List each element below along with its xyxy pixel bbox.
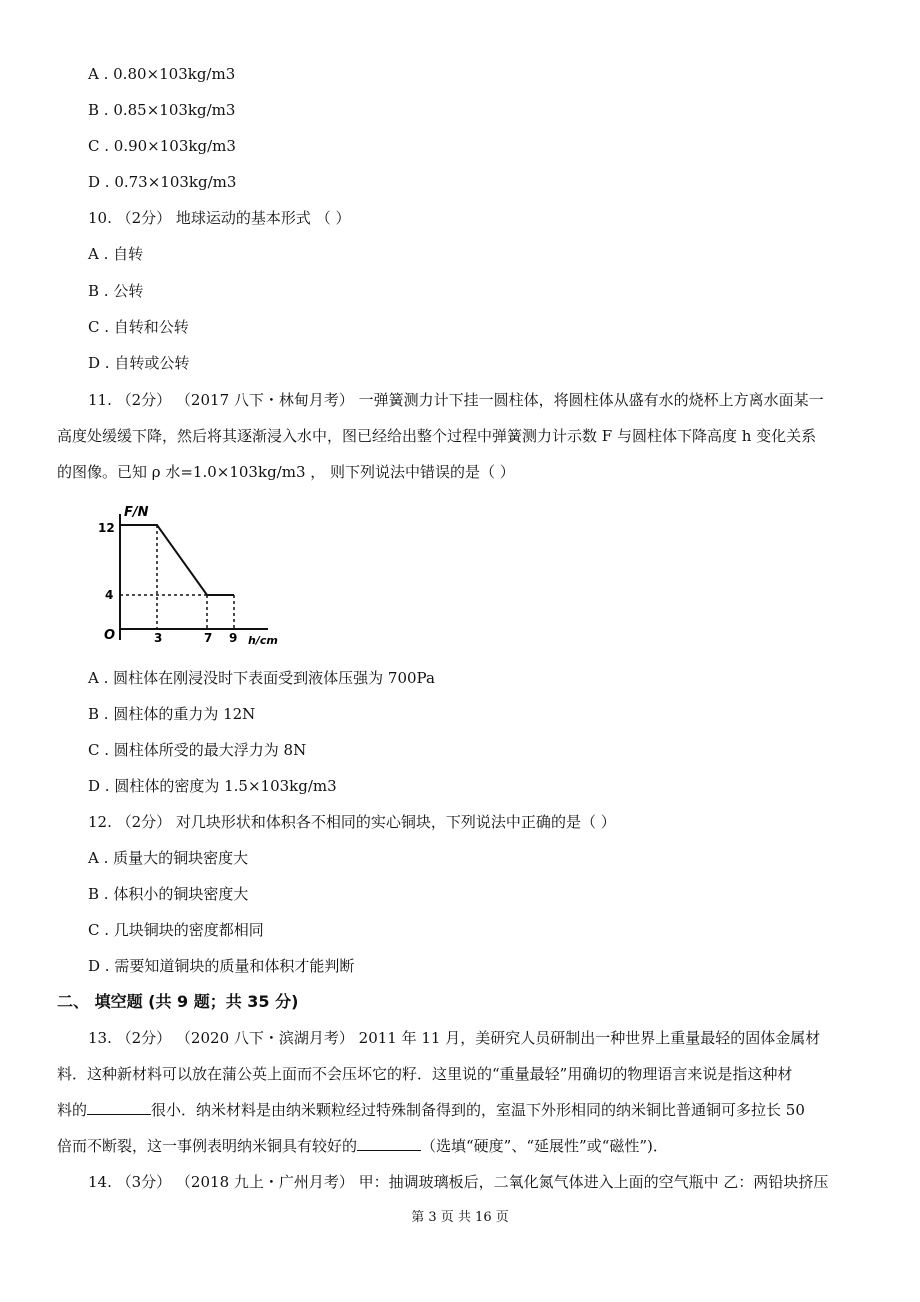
q9-option-d: D . 0.73×103kg/m3 xyxy=(88,173,237,191)
q12-option-a: A . 质量大的铜块密度大 xyxy=(88,849,249,867)
y-tick-4: 4 xyxy=(105,588,114,602)
q11-option-a: A . 圆柱体在刚浸没时下表面受到液体压强为 700Pa xyxy=(88,669,435,687)
q11-option-b: B . 圆柱体的重力为 12N xyxy=(88,705,256,723)
q11-option-c: C . 圆柱体所受的最大浮力为 8N xyxy=(88,741,307,759)
q13-line-3-end: 很小．纳米材料是由纳米颗粒经过特殊制备得到的，室温下外形相同的纳米铜比普通铜可多拉长 50 xyxy=(151,1101,805,1119)
q13-line-1: 13. （2分） （2020 八下・滨湖月考） 2011 年 11 月，美研究人员研制出一种世界上重量最轻的固体金属材 xyxy=(88,1029,821,1047)
q9-option-b: B . 0.85×103kg/m3 xyxy=(88,101,236,119)
x-tick-3: 3 xyxy=(154,631,163,645)
q12-option-b: B . 体积小的铜块密度大 xyxy=(88,885,249,903)
q12-option-c: C . 几块铜块的密度都相同 xyxy=(88,921,264,939)
q14-line-1: 14. （3分） （2018 九上・广州月考） 甲：抽调玻璃板后，二氧化氮气体进入上面的空气瓶中 乙：两铅块挤压 xyxy=(88,1173,829,1191)
y-axis-label: F/N xyxy=(124,505,149,520)
force-curve xyxy=(120,525,234,595)
q10-option-a: A . 自转 xyxy=(88,245,144,263)
answer-blank-1[interactable] xyxy=(87,1100,151,1115)
q12-option-d: D . 需要知道铜块的质量和体积才能判断 xyxy=(88,957,355,975)
q10-option-b: B . 公转 xyxy=(88,282,144,300)
section-heading-fill-in: 二、 填空题 (共 9 题；共 35 分) xyxy=(57,992,299,1011)
q13-line-3-start: 料的 xyxy=(57,1101,88,1119)
q11-line-3: 的图像。已知 ρ 水=1.0×103kg/m3 ， 则下列说法中错误的是（ ） xyxy=(57,463,515,481)
q13-line-4 xyxy=(57,1136,668,1156)
q12-stem: 12. （2分） 对几块形状和体积各不相同的实心铜块，下列说法中正确的是（ ） xyxy=(88,813,616,831)
q9-option-c: C . 0.90×103kg/m3 xyxy=(88,137,236,155)
x-tick-7: 7 xyxy=(204,631,213,645)
x-tick-9: 9 xyxy=(229,631,238,645)
origin-label: O xyxy=(104,628,116,643)
q11-line-2: 高度处缓缓下降，然后将其逐渐浸入水中，图已经给出整个过程中弹簧测力计示数 F 与圆柱体下降高度 h 变化关系 xyxy=(57,427,817,445)
q13-line-4-start: 倍而不断裂，这一事例表明纳米铜具有较好的 xyxy=(57,1137,358,1155)
answer-blank-2[interactable] xyxy=(357,1136,421,1151)
q9-option-a: A . 0.80×103kg/m3 xyxy=(88,65,236,83)
q13-line-3 xyxy=(57,1100,805,1120)
force-height-graph xyxy=(92,500,292,650)
q13-line-2: 料．这种新材料可以放在蒲公英上面而不会压坏它的籽．这里说的“重量最轻”用确切的物理语言来说是指这种材 xyxy=(57,1065,793,1083)
q10-stem: 10. （2分） 地球运动的基本形式 （ ） xyxy=(88,209,351,227)
x-axis-label: h/cm xyxy=(248,634,278,647)
y-tick-12: 12 xyxy=(98,521,115,535)
q13-line-4-end: （选填“硬度”、“延展性”或“磁性”)． xyxy=(421,1137,668,1155)
q10-option-c: C . 自转和公转 xyxy=(88,318,189,336)
q11-line-1: 11. （2分） （2017 八下・林甸月考） 一弹簧测力计下挂一圆柱体，将圆柱体从盛有水的烧杯上方离水面某一 xyxy=(88,391,824,409)
page-footer: 第 3 页 共 16 页 xyxy=(411,1210,509,1225)
q10-option-d: D . 自转或公转 xyxy=(88,354,190,372)
q11-option-d: D . 圆柱体的密度为 1.5×103kg/m3 xyxy=(88,777,337,795)
